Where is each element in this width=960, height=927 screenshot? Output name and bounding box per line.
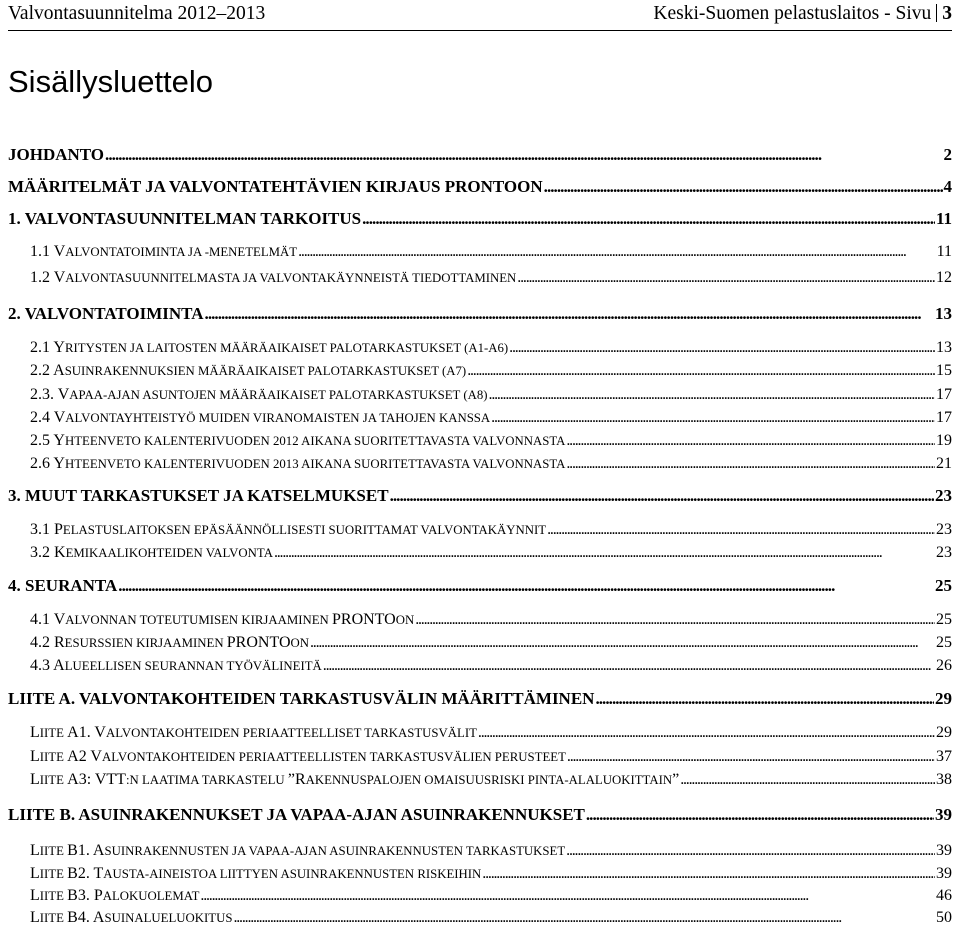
toc-entry-2-2[interactable]: 2.2 ASUINRAKENNUKSIEN MÄÄRÄAIKAISET PALOTARKASTUKSET (A7) . . . 15 xyxy=(30,362,952,380)
toc-entry-liite-b3[interactable]: LIITE B3. PALOKUOLEMAT . . . 46 xyxy=(30,887,952,905)
toc-entry-2-4[interactable]: 2.4 VALVONTAYHTEISTYÖ MUIDEN VIRANOMAISTEN JA TAHOJEN KANSSA . . . 17 xyxy=(30,409,952,427)
toc-entry-2-1[interactable]: 2.1 YRITYSTEN JA LAITOSTEN MÄÄRÄAIKAISET PALOTARKASTUKSET (A1-A6) . . . 13 xyxy=(30,339,952,357)
toc-entry-2-6[interactable]: 2.6 YHTEENVETO KALENTERIVUODEN 2013 AIKANA SUORITETTAVASTA VALVONNASTA . . . 21 xyxy=(30,455,952,473)
toc-entry-liite-b4[interactable]: LIITE B4. ASUINALUELUOKITUS . . . 50 xyxy=(30,909,952,927)
toc-entry-liite-a3[interactable]: LIITE A3: VTT:N LAATIMA TARKASTELU ”RAKENNUSPALOJEN OMAISUUSRISKI PINTA-ALALUOKITTAIN” . . . 38 xyxy=(30,771,952,789)
toc-entry-johdanto[interactable]: JOHDANTO . . . 2 xyxy=(8,145,952,165)
toc-entry-maaritelmat[interactable]: MÄÄRITELMÄT JA VALVONTATEHTÄVIEN KIRJAUS PRONTOON . . . 4 xyxy=(8,177,952,197)
toc-entry-4-1[interactable]: 4.1 VALVONNAN TOTEUTUMISEN KIRJAAMINEN PRONTOON . . . 25 xyxy=(30,611,952,629)
toc-entry-4-2[interactable]: 4.2 RESURSSIEN KIRJAAMINEN PRONTOON . . . 25 xyxy=(30,634,952,652)
toc-entry-liite-a2[interactable]: LIITE A2 VALVONTAKOHTEIDEN PERIAATTEELLISTEN TARKASTUSVÄLIEN PERUSTEET . . . 37 xyxy=(30,748,952,766)
toc-entry-liite-b1[interactable]: LIITE B1. ASUINRAKENNUSTEN JA VAPAA-AJAN ASUINRAKENNUSTEN TARKASTUKSET . . . 39 xyxy=(30,842,952,860)
toc-title: Sisällysluettelo xyxy=(8,64,214,99)
toc-entry-4-3[interactable]: 4.3 ALUEELLISEN SEURANNAN TYÖVÄLINEITÄ . . . 26 xyxy=(30,657,952,675)
document-title: Valvontasuunnitelma 2012–2013 xyxy=(8,3,266,24)
toc-entry-liite-a[interactable]: LIITE A. VALVONTAKOHTEIDEN TARKASTUSVÄLIN MÄÄRITTÄMINEN . . . 29 xyxy=(8,689,952,709)
toc-entry-1[interactable]: 1. VALVONTASUUNNITELMAN TARKOITUS . . . 11 xyxy=(8,209,952,229)
header-org-page-label: Keski-Suomen pelastuslaitos - Sivu xyxy=(653,3,932,24)
toc-entry-liite-b[interactable]: LIITE B. ASUINRAKENNUKSET JA VAPAA-AJAN ASUINRAKENNUKSET . . . 39 xyxy=(8,805,952,825)
toc-entry-liite-b2[interactable]: LIITE B2. TAUSTA-AINEISTOA LIITTYEN ASUINRAKENNUSTEN RISKEIHIN . . . 39 xyxy=(30,865,952,883)
toc-entry-2[interactable]: 2. VALVONTATOIMINTA . . . 13 xyxy=(8,304,952,324)
toc-entry-2-5[interactable]: 2.5 YHTEENVETO KALENTERIVUODEN 2012 AIKANA SUORITETTAVASTA VALVONNASTA . . . 19 xyxy=(30,432,952,450)
toc-entry-3-1[interactable]: 3.1 PELASTUSLAITOKSEN EPÄSÄÄNNÖLLISESTI SUORITTAMAT VALVONTAKÄYNNIT . . . 23 xyxy=(30,521,952,539)
toc-entry-liite-a1[interactable]: LIITE A1. VALVONTAKOHTEIDEN PERIAATTEELLISET TARKASTUSVÄLIT . . . 29 xyxy=(30,724,952,742)
toc-entry-2-3[interactable]: 2.3. VAPAA-AJAN ASUNTOJEN MÄÄRÄAIKAISET PALOTARKASTUKSET (A8) . . . 17 xyxy=(30,386,952,404)
toc-entry-1-1[interactable]: 1.1 VALVONTATOIMINTA JA -MENETELMÄT . . . 11 xyxy=(30,243,952,261)
toc-entry-1-2[interactable]: 1.2 VALVONTASUUNNITELMASTA JA VALVONTAKÄYNNEISTÄ TIEDOTTAMINEN . . . 12 xyxy=(30,269,952,287)
toc-entry-4[interactable]: 4. SEURANTA . . . 25 xyxy=(8,576,952,596)
toc-entry-3[interactable]: 3. MUUT TARKASTUKSET JA KATSELMUKSET . . . 23 xyxy=(8,486,952,506)
header-page-number: 3 xyxy=(942,3,952,24)
toc-entry-3-2[interactable]: 3.2 KEMIKAALIKOHTEIDEN VALVONTA . . . 23 xyxy=(30,544,952,562)
